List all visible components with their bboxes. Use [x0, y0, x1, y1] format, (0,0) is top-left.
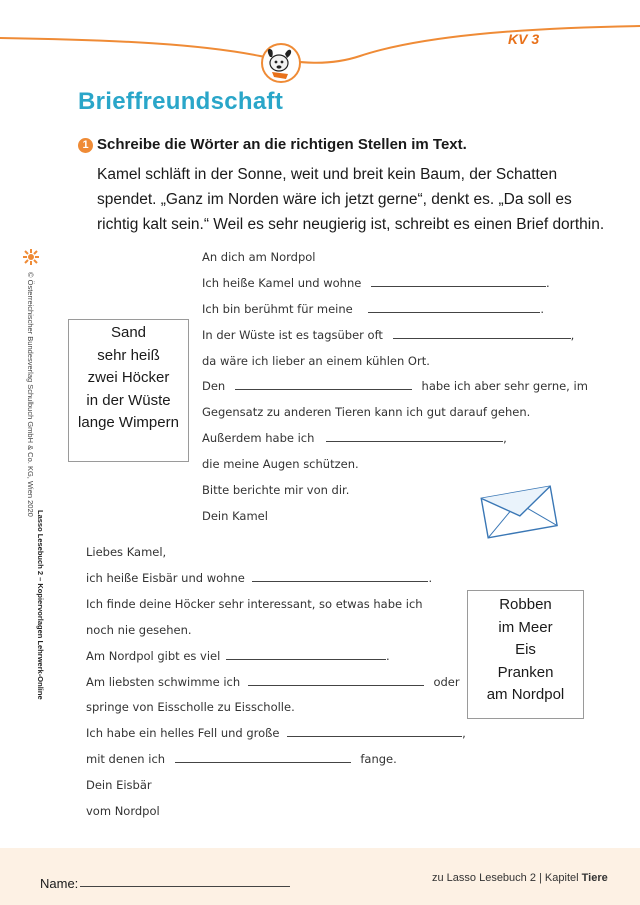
book-credit-text: Lasso Lesebuch 2 – Kopiervorlagen Lehrwerk-Online — [36, 510, 45, 700]
word-item: Eis — [515, 641, 536, 658]
fill-blank[interactable] — [248, 675, 424, 686]
letter2-line: Liebes Kamel, — [86, 545, 167, 559]
fill-blank[interactable] — [287, 726, 462, 737]
word-item: Pranken — [497, 663, 554, 681]
letter2-line: Am liebsten schwimme ich oder — [86, 675, 460, 689]
footer-reference: zu Lasso Lesebuch 2 | Kapitel Tiere — [432, 872, 608, 884]
task-instruction: Schreibe die Wörter an die richtigen Stellen im Text. — [97, 136, 467, 153]
letter1-line: Gegensatz zu anderen Tieren kann ich gut darauf gehen. — [202, 405, 531, 419]
letter1-line: Den habe ich aber sehr gerne, im — [202, 379, 588, 393]
name-field[interactable] — [80, 886, 290, 887]
fill-blank[interactable] — [235, 379, 412, 390]
letter1-line: da wäre ich lieber an einem kühlen Ort. — [202, 354, 430, 368]
envelope-icon — [478, 478, 560, 544]
letter1-line: An dich am Nordpol — [202, 250, 316, 264]
letter1-line: die meine Augen schützen. — [202, 457, 359, 471]
word-item: in der Wüste — [86, 391, 171, 409]
word-item: zwei Höcker — [87, 369, 170, 386]
letter1-line: Ich bin berühmt für meine . — [202, 302, 545, 316]
letter2-line: noch nie gesehen. — [86, 623, 192, 637]
fill-blank[interactable] — [393, 328, 571, 339]
copyright-text: © Österreichischer Bundesverlag Schulbuch GmbH & Co. KG, Wien 2020 — [26, 272, 35, 517]
word-item: Robben — [499, 596, 552, 613]
fill-blank[interactable] — [368, 302, 540, 313]
fill-blank[interactable] — [175, 752, 351, 763]
page-title: Brieffreundschaft — [78, 88, 284, 115]
letter1-line: Außerdem habe ich , — [202, 431, 507, 445]
letter2-line: Dein Eisbär — [86, 778, 152, 792]
letter2-line: springe von Eisscholle zu Eisscholle. — [86, 700, 295, 714]
word-item: am Nordpol — [486, 686, 565, 703]
letter2-line: vom Nordpol — [86, 804, 160, 818]
worksheet-code: KV 3 — [508, 31, 540, 47]
task-number-badge: 1 — [78, 138, 93, 153]
letter1-line: Ich heiße Kamel und wohne . — [202, 276, 550, 290]
fill-blank[interactable] — [326, 431, 503, 442]
letter1-line: Dein Kamel — [202, 509, 268, 523]
word-item: im Meer — [498, 618, 553, 636]
fill-blank[interactable] — [371, 276, 546, 287]
letter2-line: ich heiße Eisbär und wohne . — [86, 571, 433, 585]
word-item: lange Wimpern — [78, 414, 179, 431]
letter2-line: Am Nordpol gibt es viel . — [86, 649, 390, 663]
letter2-line: mit denen ich fange. — [86, 752, 397, 766]
letter2-line: Ich finde deine Höcker sehr interessant, so etwas habe ich — [86, 597, 423, 611]
word-box-kamel — [68, 319, 189, 462]
word-box-eisbaer — [467, 590, 584, 719]
letter2-line: Ich habe ein helles Fell und große , — [86, 726, 466, 740]
word-item: sehr heiß — [97, 346, 160, 364]
intro-text: Kamel schläft in der Sonne, weit und breit kein Baum, der Schatten spendet. „Ganz im Norden wäre ich jetzt gerne“, denkt es. „Da soll es richtig kalt sein.“ Weil es sehr neugierig ist, schreibt es einen Brief dorthin. — [97, 166, 605, 233]
letter1-line: Bitte berichte mir von dir. — [202, 483, 350, 497]
chapter-name: Tiere — [581, 872, 608, 884]
fill-blank[interactable] — [226, 649, 386, 660]
publisher-logo-icon — [22, 248, 40, 266]
side-credits — [22, 270, 45, 730]
fill-blank[interactable] — [252, 571, 428, 582]
header-wave — [0, 0, 640, 100]
dog-mascot-icon — [258, 41, 304, 83]
name-label: Name: — [40, 876, 79, 891]
letter1-line: In der Wüste ist es tagsüber oft , — [202, 328, 575, 342]
word-item: Sand — [110, 324, 147, 341]
